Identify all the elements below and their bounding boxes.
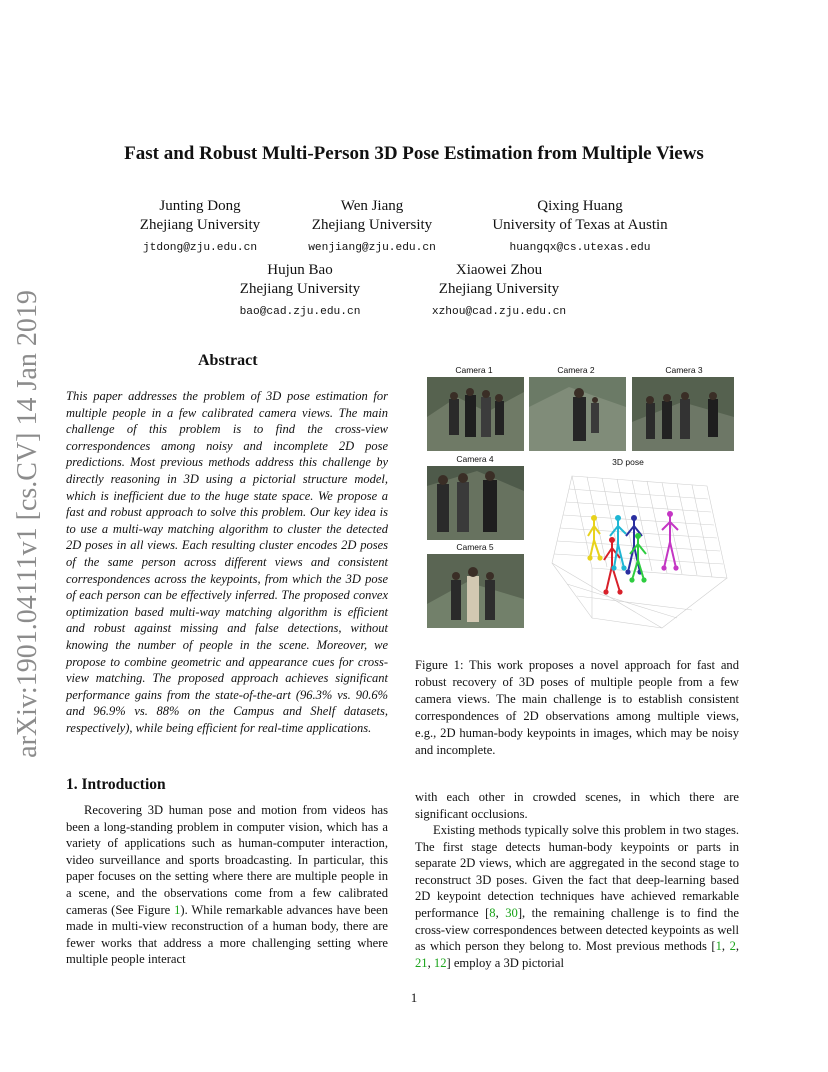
- citation-link[interactable]: 21: [415, 955, 428, 970]
- author-affiliation: Zhejiang University: [239, 281, 361, 297]
- citation-link[interactable]: 8: [489, 905, 496, 920]
- citation-link[interactable]: 12: [433, 955, 447, 970]
- author-name: Hujun Bao: [267, 262, 333, 278]
- intro-text: ] employ a 3D pictorial: [446, 955, 564, 970]
- arxiv-identifier: arXiv:1901.04111v1 [cs.CV] 14 Jan 2019: [12, 290, 43, 758]
- 3d-pose-plot: [532, 468, 737, 636]
- camera-5-image: [427, 554, 524, 628]
- camera-4-image: [427, 466, 524, 540]
- author-email[interactable]: xzhou@cad.zju.edu.cn: [431, 306, 567, 318]
- author-email[interactable]: bao@cad.zju.edu.cn: [239, 306, 361, 318]
- author-name: Qixing Huang: [537, 198, 623, 214]
- author-block: [120, 197, 280, 258]
- author-affiliation: Zhejiang University: [438, 281, 560, 297]
- camera-3-image: [632, 377, 734, 451]
- intro-text: Existing methods typically solve this problem in two stages. The first stage detects human-body keypoints or parts in separate 2D views, which are aggregated in the second stage to reconstruct 3D poses. Given the fact that deep-learning based 2D keypoint detection techniques have achieved remarkable performance [: [415, 823, 739, 920]
- figure-caption: Figure 1: This work proposes a novel approach for fast and robust recovery of 3D poses of multiple people from a few camera views. The main challenge is to establish consistent correspondences of 2D observations among multiple views, e.g., 2D human-body keypoints in images, which may be noisy and incomplete.: [415, 658, 739, 757]
- author-block: [416, 261, 582, 322]
- author-name: Junting Dong: [159, 198, 241, 214]
- section-heading: 1. Introduction: [66, 776, 166, 793]
- author-affiliation: Zhejiang University: [311, 217, 433, 233]
- author-name: Xiaowei Zhou: [455, 262, 543, 278]
- author-affiliation: University of Texas at Austin: [492, 217, 668, 233]
- pose-label: 3D pose: [612, 457, 644, 467]
- author-email[interactable]: wenjiang@zju.edu.cn: [308, 242, 436, 254]
- author-block: [220, 261, 380, 322]
- intro-paragraph: Existing methods typically solve this problem in two stages. The first stage detects human-body keypoints or parts in separate 2D views, which are aggregated in the second stage to reconstruct 3D poses. Given the fact that deep-learning based 2D keypoint detection techniques have achieved remarkable performance [8, 30], the remaining challenge is to find the cross-view correspondences between detected keypoints as well as which person they belong to. Most previous methods [1, 2, 21, 12] employ a 3D pictorial: [415, 823, 740, 970]
- paper-title: Fast and Robust Multi-Person 3D Pose Estimation from Multiple Views: [124, 143, 704, 164]
- author-block: [468, 197, 692, 258]
- camera-label: Camera 2: [557, 365, 595, 375]
- camera-label: Camera 3: [665, 365, 703, 375]
- page-number: 1: [410, 990, 418, 1005]
- intro-text: Recovering 3D human pose and motion from videos has been a long-standing problem in computer vision, which has a variety of applications such as human-computer interaction, video surveillance and sports broadcasting. In particular, this paper focuses on the setting where there are multiple people in a scene, and the observations come from a few calibrated cameras (See Figure: [66, 803, 388, 917]
- intro-text: with each other in crowded scenes, in which there are significant occlusions.: [415, 790, 739, 821]
- intro-text: ], the remaining challenge is to find the cross-view correspondences between detected keypoints as well as which person they belong to. Most previous methods [: [415, 905, 739, 954]
- camera-label: Camera 5: [456, 542, 494, 552]
- author-name: Wen Jiang: [340, 198, 404, 214]
- citation-link[interactable]: 1: [715, 939, 722, 954]
- figure-reference[interactable]: 1: [174, 902, 181, 917]
- camera-label: Camera 1: [455, 365, 493, 375]
- camera-label: Camera 4: [456, 454, 494, 464]
- author-email[interactable]: jtdong@zju.edu.cn: [142, 242, 258, 254]
- intro-paragraph: [66, 802, 388, 968]
- camera-2-image: [529, 377, 626, 451]
- citation-link[interactable]: 30: [505, 905, 518, 920]
- author-email[interactable]: huangqx@cs.utexas.edu: [509, 242, 651, 254]
- intro-paragraph: [415, 789, 739, 822]
- author-affiliation: Zhejiang University: [139, 217, 261, 233]
- abstract-heading: Abstract: [198, 352, 258, 369]
- citation-link[interactable]: 2: [729, 939, 736, 954]
- camera-1-image: [427, 377, 524, 451]
- author-block: [292, 197, 452, 258]
- intro-text: ). While remarkable advances have been made in multi-view reconstruction of a human body, there are fewer works that address a more challenging setting where multiple people interact: [66, 902, 388, 967]
- abstract-text: This paper addresses the problem of 3D pose estimation for multiple people in a few calibrated camera views. The main challenge of this problem is to find the cross-view correspondences among noisy and incomplete 2D pose predictions. Most previous methods address this challenge by directly reasoning in 3D using a pictorial structure model, which is inefficient due to the huge state space. We propose a fast and robust approach to solve this problem. Our key idea is to use a multi-way matching algorithm to cluster the detected 2D poses in all views. Each resulting cluster encodes 2D poses of the same person across different views and consistent correspondences across the keypoints, from which the 3D pose of each person can be effectively inferred. The proposed convex optimization based multi-way matching algorithm is efficient and robust against missing and false detections, without knowing the number of people in the scene. Moreover, we propose to combine geometric and appearance cues for cross-view matching. The proposed approach achieves significant performance gains from the state-of-the-art (96.3% vs. 90.6% and 96.9% vs. 88% on the Campus and Shelf datasets, respectively), while being efficient for real-time applications.: [66, 389, 388, 735]
